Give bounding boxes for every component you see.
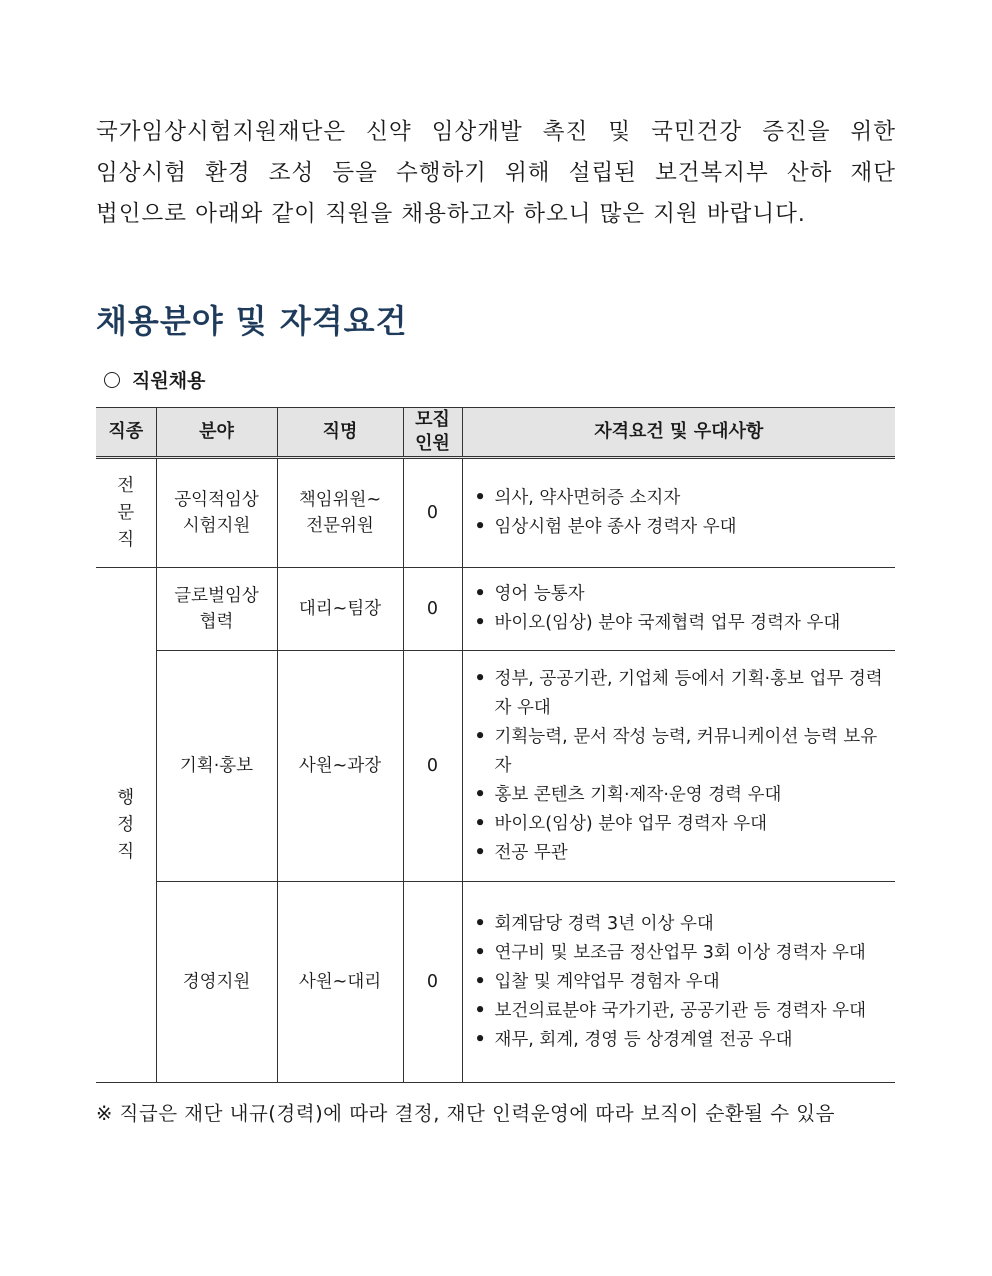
count-cell: 0 (403, 882, 462, 1083)
requirement-item: • 바이오(임상) 분야 업무 경력자 우대 (473, 810, 884, 839)
position-line: 전문위원 (306, 516, 374, 536)
group-char: 직 (117, 841, 135, 862)
requirement-item: • 보건의료분야 국가기관, 공공기관 등 경력자 우대 (473, 997, 884, 1026)
position-cell: 사원~과장 (277, 651, 403, 882)
header-position: 직명 (277, 408, 403, 458)
count-cell: 0 (403, 651, 462, 882)
requirement-item: • 영어 능통자 (473, 580, 884, 609)
group-char: 행 (117, 787, 135, 808)
requirement-item: • 입찰 및 계약업무 경험자 우대 (473, 968, 884, 997)
section-title: 채용분야 및 자격요건 (96, 302, 408, 340)
count-cell: 0 (403, 458, 462, 568)
subhead-label: 직원채용 (132, 370, 206, 392)
intro-line: 국가임상시험지원재단은 신약 임상개발 촉진 및 국민건강 증진을 위한 (96, 119, 896, 145)
requirements-cell (462, 651, 895, 882)
group-char: 직 (117, 529, 135, 550)
requirement-item: • 임상시험 분야 종사 경력자 우대 (473, 513, 884, 542)
position-cell: 사원~대리 (277, 882, 403, 1083)
group-char: 전 (117, 475, 135, 496)
recruitment-table (96, 407, 895, 1083)
header-count-line: 모집 (415, 409, 450, 430)
requirements-cell (462, 458, 895, 568)
requirement-item: • 홍보 콘텐츠 기획·제작·운영 경력 우대 (473, 781, 884, 810)
intro-paragraph (96, 112, 896, 235)
header-jong: 직종 (96, 408, 156, 458)
header-count-line: 인원 (415, 433, 450, 454)
requirement-item: • 기획능력, 문서 작성 능력, 커뮤니케이션 능력 보유자 (473, 723, 884, 781)
circle-icon (104, 372, 120, 388)
table-row (96, 568, 895, 651)
field-line: 글로벌임상 (174, 586, 259, 606)
table-row (96, 651, 895, 882)
field-line: 협력 (199, 612, 234, 632)
group-expert (96, 458, 156, 568)
group-char: 정 (117, 814, 135, 835)
table-row (96, 458, 895, 568)
field-cell: 경영지원 (156, 882, 277, 1083)
table-row (96, 882, 895, 1083)
requirement-item: • 바이오(임상) 분야 국제협력 업무 경력자 우대 (473, 609, 884, 638)
count-cell: 0 (403, 568, 462, 651)
requirement-item: • 전공 무관 (473, 839, 884, 868)
group-admin (96, 568, 156, 1083)
requirement-item: • 회계담당 경력 3년 이상 우대 (473, 910, 884, 939)
intro-line: 법인으로 아래와 같이 직원을 채용하고자 하오니 많은 지원 바랍니다. (96, 201, 806, 227)
field-cell (156, 568, 277, 651)
subhead (104, 366, 205, 393)
table-header-row (96, 408, 895, 458)
field-cell: 기획·홍보 (156, 651, 277, 882)
requirements-cell (462, 882, 895, 1083)
requirement-item: • 의사, 약사면허증 소지자 (473, 484, 884, 513)
header-count (403, 408, 462, 458)
position-cell (277, 458, 403, 568)
requirement-item: • 재무, 회계, 경영 등 상경계열 전공 우대 (473, 1026, 884, 1055)
header-requirements: 자격요건 및 우대사항 (462, 408, 895, 458)
requirement-item: • 정부, 공공기관, 기업체 등에서 기획·홍보 업무 경력자 우대 (473, 665, 884, 723)
requirement-item: • 연구비 및 보조금 정산업무 3회 이상 경력자 우대 (473, 939, 884, 968)
intro-line: 임상시험 환경 조성 등을 수행하기 위해 설립된 보건복지부 산하 재단 (96, 160, 896, 186)
group-char: 문 (117, 502, 135, 523)
position-cell: 대리~팀장 (277, 568, 403, 651)
header-field: 분야 (156, 408, 277, 458)
position-line: 책임위원~ (298, 490, 382, 510)
field-line: 공익적임상 (174, 490, 259, 510)
field-cell (156, 458, 277, 568)
requirements-cell (462, 568, 895, 651)
footnote: ※ 직급은 재단 내규(경력)에 따라 결정, 재단 인력운영에 따라 보직이 순환될 수 있음 (96, 1102, 835, 1125)
field-line: 시험지원 (182, 516, 251, 536)
